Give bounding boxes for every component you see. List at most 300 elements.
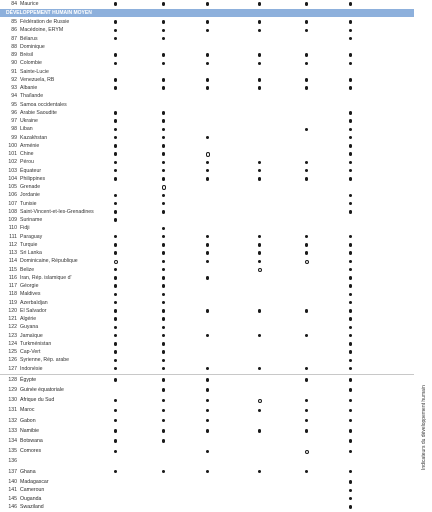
filled-circle-marker	[258, 334, 261, 337]
filled-circle-marker	[114, 161, 117, 164]
table-row	[0, 468, 418, 476]
filled-circle-marker	[114, 218, 117, 221]
table-row	[0, 150, 418, 158]
row-country: Grenade	[20, 184, 41, 190]
table-row	[0, 200, 418, 208]
filled-circle-marker	[162, 268, 165, 271]
row-country: Ukraine	[20, 118, 38, 124]
table-row	[0, 101, 418, 109]
row-country: Paraguay	[20, 233, 43, 240]
filled-circle-marker	[349, 136, 352, 139]
filled-circle-marker	[114, 409, 117, 412]
table-row	[0, 396, 418, 404]
row-rank: 103	[8, 167, 17, 174]
row-country: Belize	[20, 266, 35, 273]
filled-circle-marker	[349, 268, 352, 271]
filled-circle-marker	[162, 62, 165, 65]
row-rank: 92	[11, 76, 17, 83]
filled-circle-marker	[206, 136, 209, 139]
table-row	[0, 340, 418, 348]
filled-circle-marker	[258, 243, 261, 246]
filled-circle-marker	[206, 20, 209, 23]
filled-circle-marker	[206, 29, 209, 32]
filled-circle-marker	[162, 284, 165, 287]
row-country: Tunisie	[20, 200, 37, 207]
filled-circle-marker	[258, 62, 261, 65]
row-rank: 90	[11, 60, 17, 67]
filled-circle-marker	[162, 419, 165, 422]
filled-circle-marker	[349, 276, 352, 279]
filled-circle-marker	[305, 251, 308, 254]
filled-circle-marker	[206, 429, 209, 432]
filled-circle-marker	[349, 152, 352, 155]
filled-circle-marker	[162, 169, 165, 172]
row-country: Colombie	[20, 60, 42, 67]
filled-circle-marker	[349, 301, 352, 304]
table-row	[0, 457, 418, 465]
table-row	[0, 117, 418, 125]
filled-circle-marker	[114, 334, 117, 337]
filled-circle-marker	[114, 136, 117, 139]
row-country: Arabie Saoudite	[20, 109, 57, 116]
row-country: Arménie	[20, 142, 40, 149]
row-rank: 108	[8, 208, 17, 215]
table-row	[0, 307, 418, 315]
filled-circle-marker	[162, 301, 165, 304]
filled-circle-marker	[305, 243, 308, 246]
filled-circle-marker	[305, 334, 308, 337]
row-rank: 135	[8, 448, 17, 455]
table-row	[0, 486, 418, 494]
filled-circle-marker	[114, 470, 117, 473]
table-row	[0, 84, 418, 92]
filled-circle-marker	[162, 177, 165, 180]
filled-circle-marker	[258, 470, 261, 473]
table-row	[0, 167, 418, 175]
filled-circle-marker	[206, 86, 209, 89]
filled-circle-marker	[349, 359, 352, 362]
filled-circle-marker	[349, 202, 352, 205]
filled-circle-marker	[349, 251, 352, 254]
row-rank: 125	[8, 349, 17, 355]
filled-circle-marker	[206, 334, 209, 337]
filled-circle-marker	[349, 78, 352, 81]
filled-circle-marker	[349, 439, 352, 442]
row-rank: 137	[8, 468, 17, 475]
row-rank: 133	[8, 427, 17, 434]
filled-circle-marker	[114, 429, 117, 432]
filled-circle-marker	[114, 243, 117, 246]
filled-circle-marker	[349, 334, 352, 337]
table-row	[0, 503, 418, 511]
table-row	[0, 427, 418, 435]
row-country: Venezuela, RB	[20, 76, 55, 83]
row-rank: 131	[8, 407, 17, 414]
filled-circle-marker	[162, 152, 165, 155]
filled-circle-marker	[162, 260, 165, 263]
table-row	[0, 365, 418, 373]
filled-circle-marker	[349, 260, 352, 263]
row-rank: 101	[8, 151, 17, 157]
row-country: Indonésie	[20, 365, 43, 372]
filled-circle-marker	[162, 235, 165, 238]
filled-circle-marker	[349, 309, 352, 312]
row-country: Brésil	[20, 52, 33, 58]
filled-circle-marker	[349, 210, 352, 213]
filled-circle-marker	[114, 309, 117, 312]
filled-circle-marker	[349, 2, 352, 5]
table-row	[0, 299, 418, 307]
row-country: Syrienne, Rép. arabe	[20, 357, 70, 364]
filled-circle-marker	[349, 29, 352, 32]
filled-circle-marker	[349, 37, 352, 40]
row-rank: 93	[11, 85, 17, 91]
row-country: Maroc	[20, 407, 35, 414]
filled-circle-marker	[258, 367, 261, 370]
row-country: Azerbaïdjan	[20, 299, 48, 306]
table-row	[0, 290, 418, 298]
group-separator	[0, 374, 414, 375]
filled-circle-marker	[206, 367, 209, 370]
row-country: Suriname	[20, 217, 43, 223]
filled-circle-marker	[305, 367, 308, 370]
table-row	[0, 216, 418, 224]
table-row	[0, 76, 418, 84]
filled-circle-marker	[258, 235, 261, 238]
filled-circle-marker	[114, 439, 117, 442]
filled-circle-marker	[305, 235, 308, 238]
filled-circle-marker	[206, 243, 209, 246]
filled-circle-marker	[305, 429, 308, 432]
table-row	[0, 51, 418, 59]
filled-circle-marker	[114, 169, 117, 172]
filled-circle-marker	[162, 409, 165, 412]
row-country: Afrique du Sud	[20, 397, 55, 404]
row-country: Sri Lanka	[20, 250, 42, 256]
row-rank: 129	[8, 386, 17, 393]
filled-circle-marker	[162, 119, 165, 122]
filled-circle-marker	[162, 342, 165, 345]
filled-circle-marker	[349, 119, 352, 122]
filled-circle-marker	[305, 161, 308, 164]
filled-circle-marker	[114, 419, 117, 422]
row-rank: 106	[8, 192, 17, 199]
filled-circle-marker	[349, 144, 352, 147]
filled-circle-marker	[349, 489, 352, 492]
filled-circle-marker	[162, 2, 165, 5]
row-rank: 118	[8, 291, 17, 298]
filled-circle-marker	[162, 37, 165, 40]
filled-circle-marker	[162, 334, 165, 337]
filled-circle-marker	[114, 359, 117, 362]
table-row	[0, 175, 418, 183]
filled-circle-marker	[114, 342, 117, 345]
table-row	[0, 257, 418, 265]
filled-circle-marker	[114, 78, 117, 81]
row-rank: 141	[8, 487, 17, 494]
table-row	[0, 191, 418, 199]
row-country: Liban	[20, 126, 33, 133]
filled-circle-marker	[162, 227, 165, 230]
filled-circle-marker	[258, 20, 261, 23]
filled-circle-marker	[349, 169, 352, 172]
filled-circle-marker	[114, 177, 117, 180]
filled-circle-marker	[349, 86, 352, 89]
filled-circle-marker	[305, 20, 308, 23]
row-country: Botswana	[20, 437, 43, 444]
row-rank: 84	[11, 1, 17, 7]
table-row	[0, 59, 418, 67]
row-country: Pérou	[20, 159, 34, 166]
table-row	[0, 274, 418, 282]
filled-circle-marker	[349, 128, 352, 131]
row-country: Égypte	[20, 376, 37, 383]
row-rank: 123	[8, 332, 17, 339]
filled-circle-marker	[349, 450, 352, 453]
filled-circle-marker	[162, 350, 165, 353]
row-country: Jamaïque	[20, 332, 43, 339]
row-country: Iran, Rép. islamique d'	[20, 274, 72, 281]
row-rank: 100	[8, 142, 17, 149]
row-rank: 113	[8, 250, 17, 256]
table-row	[0, 68, 418, 76]
filled-circle-marker	[114, 326, 117, 329]
table-row	[0, 437, 418, 445]
filled-circle-marker	[349, 235, 352, 238]
filled-circle-marker	[114, 450, 117, 453]
row-rank: 110	[8, 225, 17, 232]
filled-circle-marker	[305, 419, 308, 422]
row-rank: 127	[8, 365, 17, 372]
filled-circle-marker	[349, 388, 352, 391]
table-row	[0, 323, 418, 331]
filled-circle-marker	[305, 86, 308, 89]
row-country: Samoa occidentales	[20, 101, 67, 108]
filled-circle-marker	[162, 53, 165, 56]
filled-circle-marker	[114, 293, 117, 296]
filled-circle-marker	[349, 243, 352, 246]
filled-circle-marker	[162, 439, 165, 442]
filled-circle-marker	[114, 202, 117, 205]
row-rank: 91	[11, 68, 17, 75]
filled-circle-marker	[305, 177, 308, 180]
row-rank: 122	[8, 324, 17, 331]
filled-circle-marker	[162, 309, 165, 312]
row-rank: 134	[8, 437, 17, 444]
filled-circle-marker	[258, 2, 261, 5]
filled-circle-marker	[258, 409, 261, 412]
filled-circle-marker	[349, 317, 352, 320]
filled-circle-marker	[162, 378, 165, 381]
table-row	[0, 386, 418, 394]
filled-circle-marker	[114, 119, 117, 122]
row-country: Comores	[20, 448, 42, 455]
row-rank: 112	[8, 241, 17, 248]
open-circle-marker	[305, 450, 309, 454]
row-country: Ouganda	[20, 495, 42, 502]
filled-circle-marker	[114, 268, 117, 271]
filled-circle-marker	[114, 251, 117, 254]
table-row	[0, 348, 418, 356]
filled-circle-marker	[114, 111, 117, 114]
row-rank: 121	[8, 316, 17, 322]
row-rank: 88	[11, 43, 17, 50]
filled-circle-marker	[349, 505, 352, 508]
filled-circle-marker	[258, 29, 261, 32]
row-rank: 109	[8, 217, 17, 223]
row-rank: 111	[9, 233, 17, 240]
filled-circle-marker	[206, 62, 209, 65]
filled-circle-marker	[162, 470, 165, 473]
filled-circle-marker	[206, 235, 209, 238]
table-row	[0, 332, 418, 340]
row-country: El Salvador	[20, 307, 47, 314]
filled-circle-marker	[258, 161, 261, 164]
filled-circle-marker	[114, 152, 117, 155]
row-country: Macédoine, ERYM	[20, 27, 64, 34]
filled-circle-marker	[305, 128, 308, 131]
row-country: Albanie	[20, 85, 38, 91]
row-rank: 145	[8, 495, 17, 502]
filled-circle-marker	[114, 144, 117, 147]
table-row	[0, 241, 418, 249]
filled-circle-marker	[305, 399, 308, 402]
row-rank: 140	[8, 478, 17, 485]
filled-circle-marker	[258, 169, 261, 172]
filled-circle-marker	[349, 429, 352, 432]
filled-circle-marker	[114, 367, 117, 370]
filled-circle-marker	[206, 276, 209, 279]
filled-circle-marker	[114, 20, 117, 23]
row-rank: 116	[8, 274, 17, 281]
filled-circle-marker	[162, 388, 165, 391]
filled-circle-marker	[349, 419, 352, 422]
filled-circle-marker	[162, 276, 165, 279]
row-rank: 117	[8, 283, 17, 289]
filled-circle-marker	[305, 470, 308, 473]
filled-circle-marker	[114, 128, 117, 131]
row-country: Gabon	[20, 417, 36, 424]
row-country: Thaïlande	[20, 93, 44, 100]
table-row	[0, 233, 418, 241]
row-rank: 94	[11, 93, 17, 100]
row-rank: 107	[8, 200, 17, 207]
filled-circle-marker	[162, 251, 165, 254]
filled-circle-marker	[349, 497, 352, 500]
row-rank: 102	[8, 159, 17, 166]
filled-circle-marker	[206, 470, 209, 473]
filled-circle-marker	[114, 378, 117, 381]
side-note: Indicateurs du développement humain	[421, 385, 427, 470]
table-row	[0, 158, 418, 166]
row-rank: 85	[11, 19, 17, 25]
row-country: Philippines	[20, 175, 46, 182]
filled-circle-marker	[114, 62, 117, 65]
open-circle-marker	[258, 268, 262, 272]
row-country: Guinée équatoriale	[20, 386, 64, 393]
row-rank: 95	[11, 101, 17, 108]
filled-circle-marker	[258, 251, 261, 254]
row-country: Maldives	[20, 291, 41, 298]
filled-circle-marker	[206, 169, 209, 172]
table-row	[0, 495, 418, 503]
table-row	[0, 183, 418, 191]
filled-circle-marker	[114, 399, 117, 402]
table-row	[0, 125, 418, 133]
filled-circle-marker	[258, 177, 261, 180]
filled-circle-marker	[114, 29, 117, 32]
row-country: Guyana	[20, 324, 39, 331]
filled-circle-marker	[206, 2, 209, 5]
table-row	[0, 142, 418, 150]
filled-circle-marker	[206, 251, 209, 254]
row-rank: 89	[11, 52, 17, 58]
row-country: Bélarus	[20, 35, 38, 42]
filled-circle-marker	[349, 350, 352, 353]
table-row	[0, 109, 418, 117]
table-row	[0, 26, 418, 34]
filled-circle-marker	[349, 293, 352, 296]
filled-circle-marker	[162, 359, 165, 362]
filled-circle-marker	[305, 309, 308, 312]
filled-circle-marker	[162, 144, 165, 147]
row-rank: 96	[11, 109, 17, 116]
filled-circle-marker	[114, 235, 117, 238]
row-country: Jordanie	[20, 192, 40, 199]
filled-circle-marker	[206, 419, 209, 422]
table-row	[0, 478, 418, 486]
row-country: Namibie	[20, 427, 40, 434]
filled-circle-marker	[206, 309, 209, 312]
table-row	[0, 447, 418, 455]
row-country: Kazakhstan	[20, 134, 48, 141]
filled-circle-marker	[349, 111, 352, 114]
row-rank: 115	[8, 266, 17, 273]
filled-circle-marker	[349, 342, 352, 345]
filled-circle-marker	[206, 450, 209, 453]
filled-circle-marker	[258, 260, 261, 263]
row-country: Madagascar	[20, 478, 49, 485]
filled-circle-marker	[349, 367, 352, 370]
row-rank: 119	[8, 299, 17, 306]
row-rank: 98	[11, 126, 17, 133]
filled-circle-marker	[114, 276, 117, 279]
filled-circle-marker	[206, 388, 209, 391]
filled-circle-marker	[162, 399, 165, 402]
table-row	[0, 92, 418, 100]
filled-circle-marker	[349, 378, 352, 381]
row-rank: 97	[11, 118, 17, 124]
filled-circle-marker	[206, 378, 209, 381]
filled-circle-marker	[349, 53, 352, 56]
filled-circle-marker	[206, 53, 209, 56]
filled-circle-marker	[258, 309, 261, 312]
filled-circle-marker	[305, 29, 308, 32]
row-rank: 146	[8, 503, 17, 510]
table-row	[0, 406, 418, 414]
table-row	[0, 315, 418, 323]
filled-circle-marker	[114, 301, 117, 304]
filled-circle-marker	[305, 2, 308, 5]
filled-circle-marker	[206, 177, 209, 180]
row-country: Sainte-Lucie	[20, 68, 49, 75]
row-rank: 136	[8, 458, 17, 465]
filled-circle-marker	[114, 37, 117, 40]
filled-circle-marker	[349, 326, 352, 329]
filled-circle-marker	[114, 86, 117, 89]
row-rank: 99	[11, 134, 17, 141]
filled-circle-marker	[114, 317, 117, 320]
